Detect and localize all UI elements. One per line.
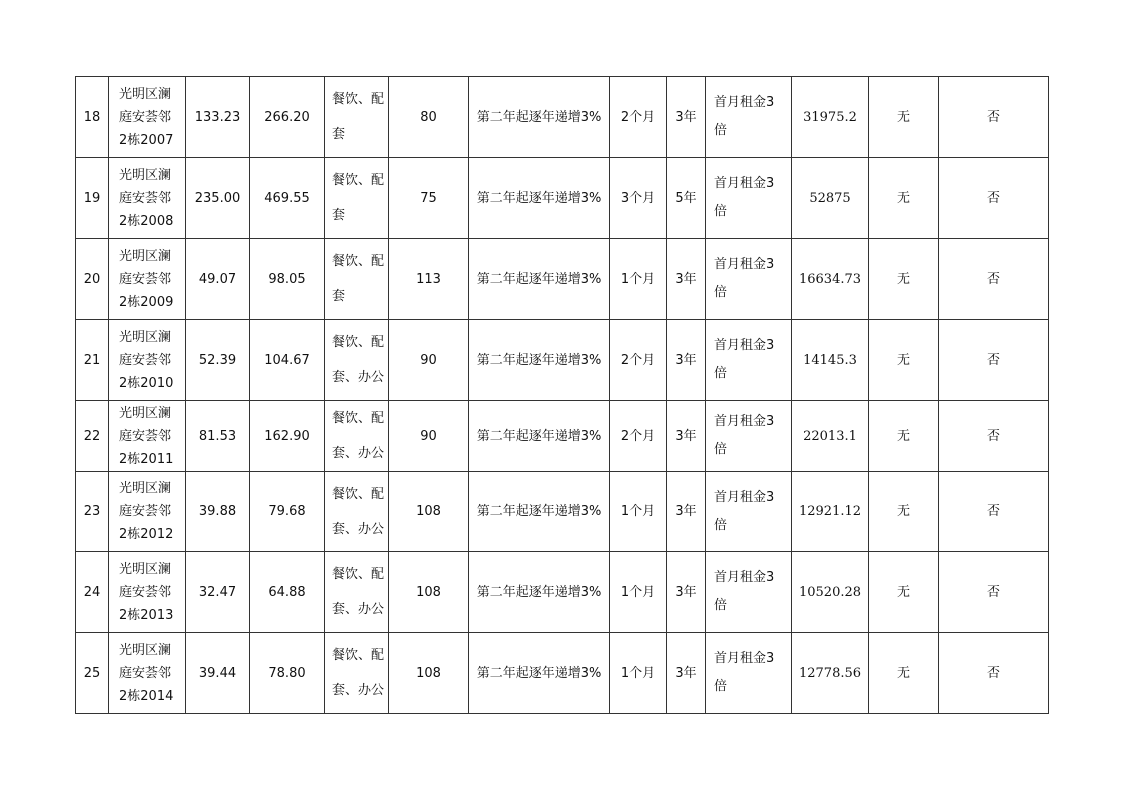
location-cell-line: 2栋2011 — [119, 451, 174, 467]
increase-cell: 第二年起逐年递增3% — [469, 239, 610, 320]
location-cell-line: 庭安荟邻 — [119, 504, 172, 519]
deposit-cell — [706, 77, 792, 158]
flag-a-cell: 无 — [869, 401, 939, 472]
flag-a-cell: 无 — [869, 552, 939, 633]
usage-cell-line: 套、办公 — [332, 521, 385, 537]
flag-b-cell: 否 — [939, 77, 1049, 158]
table-row — [76, 239, 1049, 320]
increase-cell: 第二年起逐年递增3% — [469, 552, 610, 633]
area-2-cell: 98.05 — [250, 239, 325, 320]
term-cell: 3年 — [667, 472, 706, 552]
location-cell-line: 庭安荟邻 — [119, 109, 172, 125]
flag-a-cell: 无 — [869, 158, 939, 239]
location-cell-line: 光明区澜 — [119, 481, 172, 496]
deposit-cell-line: 首月租金3 — [714, 95, 775, 110]
row-number: 24 — [76, 552, 109, 633]
location-cell — [109, 472, 186, 552]
free-period-cell: 1个月 — [610, 472, 667, 552]
price-cell: 80 — [389, 77, 469, 158]
location-cell-line: 2栋2012 — [119, 527, 174, 542]
usage-cell-line: 套、办公 — [332, 602, 385, 617]
location-cell-line: 庭安荟邻 — [119, 428, 172, 444]
row-number: 20 — [76, 239, 109, 320]
price-cell: 75 — [389, 158, 469, 239]
location-cell-line: 光明区澜 — [119, 86, 172, 102]
usage-cell-line: 套 — [332, 208, 346, 223]
table-row — [76, 472, 1049, 552]
increase-cell: 第二年起逐年递增3% — [469, 472, 610, 552]
deposit-cell-line: 首月租金3 — [714, 414, 775, 429]
deposit-cell — [706, 633, 792, 714]
location-cell-line: 2栋2014 — [119, 688, 174, 704]
location-cell-line: 庭安荟邻 — [119, 271, 172, 287]
free-period-cell: 1个月 — [610, 239, 667, 320]
area-1-cell: 49.07 — [186, 239, 250, 320]
flag-a-cell: 无 — [869, 320, 939, 401]
area-2-cell: 104.67 — [250, 320, 325, 401]
deposit-cell-line: 首月租金3 — [714, 176, 775, 191]
usage-cell — [325, 239, 389, 320]
table-row — [76, 401, 1049, 472]
flag-a-cell: 无 — [869, 472, 939, 552]
location-cell — [109, 320, 186, 401]
amount-cell: 10520.28 — [792, 552, 869, 633]
free-period-cell: 2个月 — [610, 77, 667, 158]
increase-cell: 第二年起逐年递增3% — [469, 401, 610, 472]
area-1-cell: 32.47 — [186, 552, 250, 633]
location-cell — [109, 77, 186, 158]
location-cell — [109, 239, 186, 320]
free-period-cell: 2个月 — [610, 401, 667, 472]
usage-cell — [325, 320, 389, 401]
usage-cell-line: 套 — [332, 289, 346, 304]
amount-cell: 12778.56 — [792, 633, 869, 714]
location-cell-line: 光明区澜 — [119, 405, 172, 421]
area-1-cell: 39.44 — [186, 633, 250, 714]
row-number: 23 — [76, 472, 109, 552]
usage-cell-line: 套 — [332, 127, 346, 142]
deposit-cell — [706, 158, 792, 239]
usage-cell-line: 餐饮、配 — [332, 486, 385, 502]
location-cell-line: 光明区澜 — [119, 329, 172, 345]
flag-a-cell: 无 — [869, 239, 939, 320]
increase-cell: 第二年起逐年递增3% — [469, 633, 610, 714]
term-cell: 3年 — [667, 552, 706, 633]
location-cell-line: 2栋2010 — [119, 375, 174, 391]
usage-cell-line: 餐饮、配 — [332, 335, 385, 350]
usage-cell-line: 餐饮、配 — [332, 567, 385, 582]
amount-cell: 14145.3 — [792, 320, 869, 401]
location-cell-line: 光明区澜 — [119, 642, 172, 658]
deposit-cell-line: 首月租金3 — [714, 489, 775, 505]
flag-b-cell: 否 — [939, 472, 1049, 552]
free-period-cell: 1个月 — [610, 633, 667, 714]
deposit-cell-line: 倍 — [714, 598, 728, 613]
flag-b-cell: 否 — [939, 552, 1049, 633]
usage-cell-line: 餐饮、配 — [332, 92, 385, 107]
deposit-cell-line: 首月租金3 — [714, 338, 775, 353]
usage-cell — [325, 401, 389, 472]
area-2-cell: 79.68 — [250, 472, 325, 552]
usage-cell-line: 套、办公 — [332, 370, 385, 385]
flag-b-cell: 否 — [939, 158, 1049, 239]
area-1-cell: 52.39 — [186, 320, 250, 401]
location-cell — [109, 401, 186, 472]
term-cell: 3年 — [667, 320, 706, 401]
deposit-cell-line: 倍 — [714, 679, 728, 694]
location-cell-line: 2栋2009 — [119, 294, 174, 310]
usage-cell-line: 套、办公 — [332, 446, 385, 461]
amount-cell: 12921.12 — [792, 472, 869, 552]
term-cell: 3年 — [667, 77, 706, 158]
flag-b-cell: 否 — [939, 320, 1049, 401]
row-number: 18 — [76, 77, 109, 158]
row-number: 19 — [76, 158, 109, 239]
location-cell — [109, 158, 186, 239]
increase-cell: 第二年起逐年递增3% — [469, 320, 610, 401]
usage-cell — [325, 633, 389, 714]
area-2-cell: 162.90 — [250, 401, 325, 472]
location-cell-line: 庭安荟邻 — [119, 665, 172, 681]
deposit-cell — [706, 552, 792, 633]
deposit-cell — [706, 239, 792, 320]
usage-cell-line: 餐饮、配 — [332, 648, 385, 663]
amount-cell: 31975.2 — [792, 77, 869, 158]
term-cell: 5年 — [667, 158, 706, 239]
deposit-cell-line: 首月租金3 — [714, 651, 775, 666]
table-row — [76, 77, 1049, 158]
table-row — [76, 552, 1049, 633]
flag-b-cell: 否 — [939, 633, 1049, 714]
deposit-cell-line: 倍 — [714, 123, 728, 138]
flag-a-cell: 无 — [869, 633, 939, 714]
area-1-cell: 235.00 — [186, 158, 250, 239]
table-row — [76, 320, 1049, 401]
location-cell — [109, 552, 186, 633]
usage-cell — [325, 472, 389, 552]
increase-cell: 第二年起逐年递增3% — [469, 77, 610, 158]
row-number: 22 — [76, 401, 109, 472]
area-2-cell: 64.88 — [250, 552, 325, 633]
lease-table — [75, 76, 1049, 714]
price-cell: 90 — [389, 401, 469, 472]
flag-a-cell: 无 — [869, 77, 939, 158]
location-cell-line: 庭安荟邻 — [119, 352, 172, 368]
deposit-cell-line: 倍 — [714, 366, 728, 381]
free-period-cell: 2个月 — [610, 320, 667, 401]
usage-cell — [325, 158, 389, 239]
deposit-cell-line: 倍 — [714, 442, 728, 457]
location-cell-line: 光明区澜 — [119, 561, 172, 577]
deposit-cell-line: 首月租金3 — [714, 257, 775, 272]
deposit-cell-line: 首月租金3 — [714, 570, 775, 585]
price-cell: 108 — [389, 552, 469, 633]
term-cell: 3年 — [667, 239, 706, 320]
term-cell: 3年 — [667, 401, 706, 472]
table-row — [76, 633, 1049, 714]
price-cell: 113 — [389, 239, 469, 320]
table-row — [76, 158, 1049, 239]
usage-cell — [325, 552, 389, 633]
flag-b-cell: 否 — [939, 239, 1049, 320]
deposit-cell — [706, 472, 792, 552]
usage-cell-line: 餐饮、配 — [332, 411, 385, 426]
flag-b-cell: 否 — [939, 401, 1049, 472]
usage-cell-line: 套、办公 — [332, 683, 385, 698]
usage-cell — [325, 77, 389, 158]
location-cell-line: 2栋2013 — [119, 607, 174, 623]
usage-cell-line: 餐饮、配 — [332, 254, 385, 269]
area-2-cell: 266.20 — [250, 77, 325, 158]
area-1-cell: 133.23 — [186, 77, 250, 158]
row-number: 21 — [76, 320, 109, 401]
location-cell-line: 庭安荟邻 — [119, 190, 172, 206]
area-1-cell: 39.88 — [186, 472, 250, 552]
free-period-cell: 1个月 — [610, 552, 667, 633]
price-cell: 90 — [389, 320, 469, 401]
deposit-cell-line: 倍 — [714, 204, 728, 219]
price-cell: 108 — [389, 633, 469, 714]
location-cell-line: 光明区澜 — [119, 167, 172, 183]
deposit-cell-line: 倍 — [714, 517, 728, 533]
deposit-cell — [706, 320, 792, 401]
area-2-cell: 78.80 — [250, 633, 325, 714]
amount-cell: 22013.1 — [792, 401, 869, 472]
increase-cell: 第二年起逐年递增3% — [469, 158, 610, 239]
deposit-cell-line: 倍 — [714, 285, 728, 300]
area-1-cell: 81.53 — [186, 401, 250, 472]
location-cell-line: 庭安荟邻 — [119, 584, 172, 600]
location-cell-line: 光明区澜 — [119, 248, 172, 264]
deposit-cell — [706, 401, 792, 472]
row-number: 25 — [76, 633, 109, 714]
location-cell — [109, 633, 186, 714]
price-cell: 108 — [389, 472, 469, 552]
amount-cell: 52875 — [792, 158, 869, 239]
usage-cell-line: 餐饮、配 — [332, 173, 385, 188]
location-cell-line: 2栋2007 — [119, 132, 174, 148]
location-cell-line: 2栋2008 — [119, 213, 174, 229]
amount-cell: 16634.73 — [792, 239, 869, 320]
term-cell: 3年 — [667, 633, 706, 714]
free-period-cell: 3个月 — [610, 158, 667, 239]
area-2-cell: 469.55 — [250, 158, 325, 239]
